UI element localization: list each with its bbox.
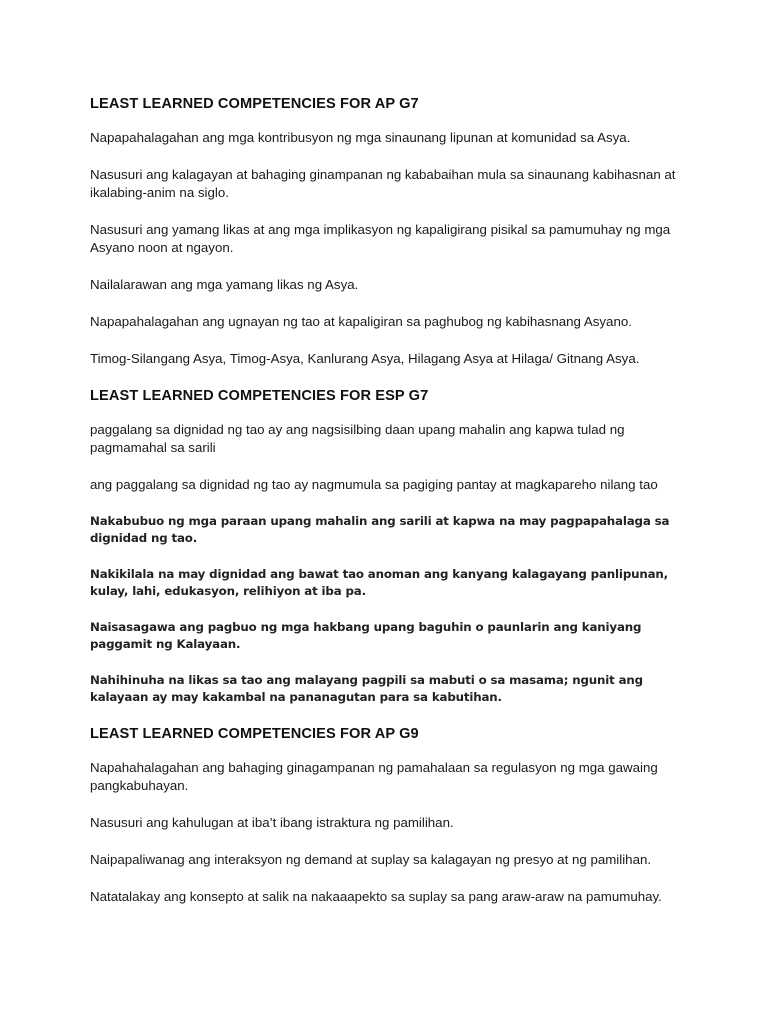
competency-item: Napapahalagahan ang ugnayan ng tao at kapaligiran sa paghubog ng kabihasnang Asyano. — [90, 314, 632, 329]
competency-item: Naisasagawa ang pagbuo ng mga hakbang upang baguhin o paunlarin ang kaniyang paggamit ng Kalayaan. — [90, 620, 642, 651]
competency-item: Napapahalagahan ang mga kontribusyon ng mga sinaunang lipunan at komunidad sa Asya. — [90, 130, 631, 145]
competency-item: Nahihinuha na likas sa tao ang malayang pagpili sa mabuti o sa masama; ngunit ang kalayaan ay may kakambal na pananagutan para sa kabutihan. — [90, 673, 643, 704]
section-ap-g7 — [90, 95, 690, 368]
section-ap-g9 — [90, 725, 690, 906]
competency-item: Nasusuri ang kahulugan at iba’t ibang istraktura ng pamilihan. — [90, 815, 454, 830]
competency-item: ang paggalang sa dignidad ng tao ay nagmumula sa pagiging pantay at magkapareho nilang tao — [90, 477, 658, 492]
section-heading: LEAST LEARNED COMPETENCIES FOR AP G9 — [90, 726, 419, 742]
document-page — [90, 95, 690, 925]
competency-item: Nailalarawan ang mga yamang likas ng Asya. — [90, 277, 359, 292]
competency-item: Napahahalagahan ang bahaging ginagampanan ng pamahalaan sa regulasyon ng mga gawaing pangkabuhayan. — [90, 760, 658, 793]
competency-item: Nakikilala na may dignidad ang bawat tao anoman ang kanyang kalagayang panlipunan, kulay, lahi, edukasyon, relihiyon at iba pa. — [90, 567, 669, 598]
section-esp-g7 — [90, 387, 690, 706]
section-heading: LEAST LEARNED COMPETENCIES FOR AP G7 — [90, 96, 419, 112]
competency-item: Nasusuri ang yamang likas at ang mga implikasyon ng kapaligirang pisikal sa pamumuhay ng mga Asyano noon at ngayon. — [90, 222, 671, 255]
section-heading: LEAST LEARNED COMPETENCIES FOR ESP G7 — [90, 388, 429, 404]
competency-item: Nasusuri ang kalagayan at bahaging ginampanan ng kababaihan mula sa sinaunang kabihasnan at ikalabing-anim na siglo. — [90, 167, 676, 200]
competency-item: paggalang sa dignidad ng tao ay ang nagsisilbing daan upang mahalin ang kapwa tulad ng pagmamahal sa sarili — [90, 422, 625, 455]
competency-item: Naipapaliwanag ang interaksyon ng demand at suplay sa kalagayan ng presyo at ng pamilihan. — [90, 852, 652, 867]
competency-item: Timog-Silangang Asya, Timog-Asya, Kanlurang Asya, Hilagang Asya at Hilaga/ Gitnang Asya. — [90, 351, 640, 366]
competency-item: Nakabubuo ng mga paraan upang mahalin ang sarili at kapwa na may pagpapahalaga sa dignidad ng tao. — [90, 514, 670, 545]
competency-item: Natatalakay ang konsepto at salik na nakaaapekto sa suplay sa pang araw-araw na pamumuhay. — [90, 889, 662, 904]
